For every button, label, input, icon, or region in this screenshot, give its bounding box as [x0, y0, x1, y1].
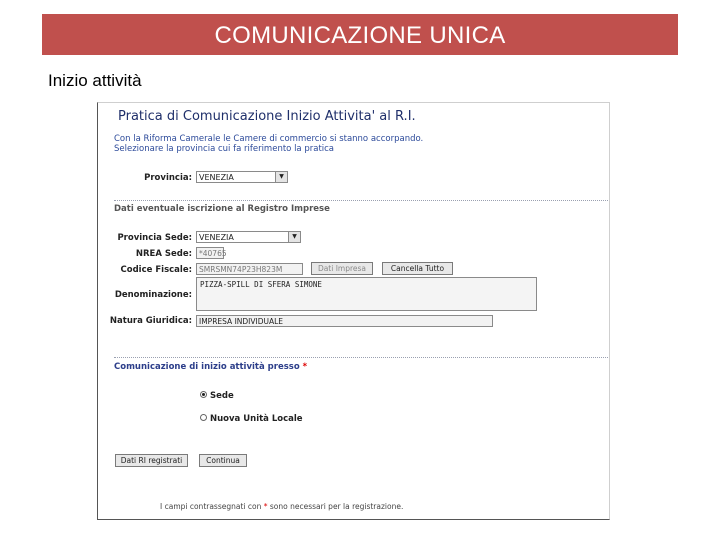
- radio-sede[interactable]: [200, 391, 207, 398]
- codice-fiscale-label: Codice Fiscale:: [120, 265, 192, 275]
- registro-section-title: Dati eventuale iscrizione al Registro Imprese: [114, 204, 330, 214]
- required-mark: *: [302, 362, 308, 372]
- nrea-label: NREA Sede:: [135, 249, 192, 259]
- form-screenshot: [97, 102, 610, 520]
- inizio-section-title: [114, 362, 307, 372]
- dati-ri-registrati-button[interactable]: Dati RI registrati: [115, 454, 188, 467]
- denominazione-textarea[interactable]: PIZZA-SPILL DI SFERA SIMONE: [196, 277, 537, 311]
- provincia-select-value: VENEZIA: [199, 173, 234, 182]
- provincia-label: Provincia:: [144, 173, 192, 183]
- footnote-text-2: sono necessari per la registrazione.: [269, 502, 404, 511]
- radio-unita-locale[interactable]: [200, 414, 207, 421]
- intro-line-1: Con la Riforma Camerale le Camere di commercio si stanno accorpando.: [114, 134, 424, 144]
- radio-sede-label: Sede: [210, 391, 234, 401]
- form-title: Pratica di Comunicazione Inizio Attivita' al R.I.: [118, 109, 416, 124]
- intro-line-2: Selezionare la provincia cui fa riferimento la pratica: [114, 144, 335, 154]
- footnote-mark: *: [263, 502, 268, 511]
- provincia-select[interactable]: [196, 171, 288, 183]
- provincia-sede-select[interactable]: [196, 231, 301, 243]
- dati-impresa-button[interactable]: Dati Impresa: [311, 262, 373, 275]
- natura-giuridica-field[interactable]: IMPRESA INDIVIDUALE: [196, 315, 493, 327]
- chevron-down-icon[interactable]: ▼: [288, 232, 300, 242]
- slide-title: COMUNICAZIONE UNICA: [214, 22, 506, 49]
- slide-subtitle: Inizio attività: [48, 71, 142, 90]
- inizio-section-label: Comunicazione di inizio attività presso: [114, 362, 300, 372]
- footnote: [160, 502, 403, 511]
- natura-giuridica-label: Natura Giuridica:: [109, 316, 192, 326]
- radio-unita-locale-label: Nuova Unità Locale: [210, 414, 303, 424]
- chevron-down-icon[interactable]: ▼: [275, 172, 287, 182]
- provincia-sede-label: Provincia Sede:: [117, 233, 192, 243]
- divider: [114, 357, 608, 358]
- provincia-sede-value: VENEZIA: [199, 233, 234, 242]
- divider: [114, 200, 608, 201]
- cancella-tutto-button[interactable]: Cancella Tutto: [382, 262, 453, 275]
- denominazione-label: Denominazione:: [114, 290, 192, 300]
- footnote-text-1: I campi contrassegnati con: [160, 502, 262, 511]
- slide-title-banner: [42, 14, 678, 55]
- continua-button[interactable]: Continua: [199, 454, 247, 467]
- codice-fiscale-field[interactable]: SMRSMN74P23H823M: [196, 263, 303, 275]
- nrea-field[interactable]: *40765: [196, 247, 224, 259]
- form-intro: [114, 134, 423, 154]
